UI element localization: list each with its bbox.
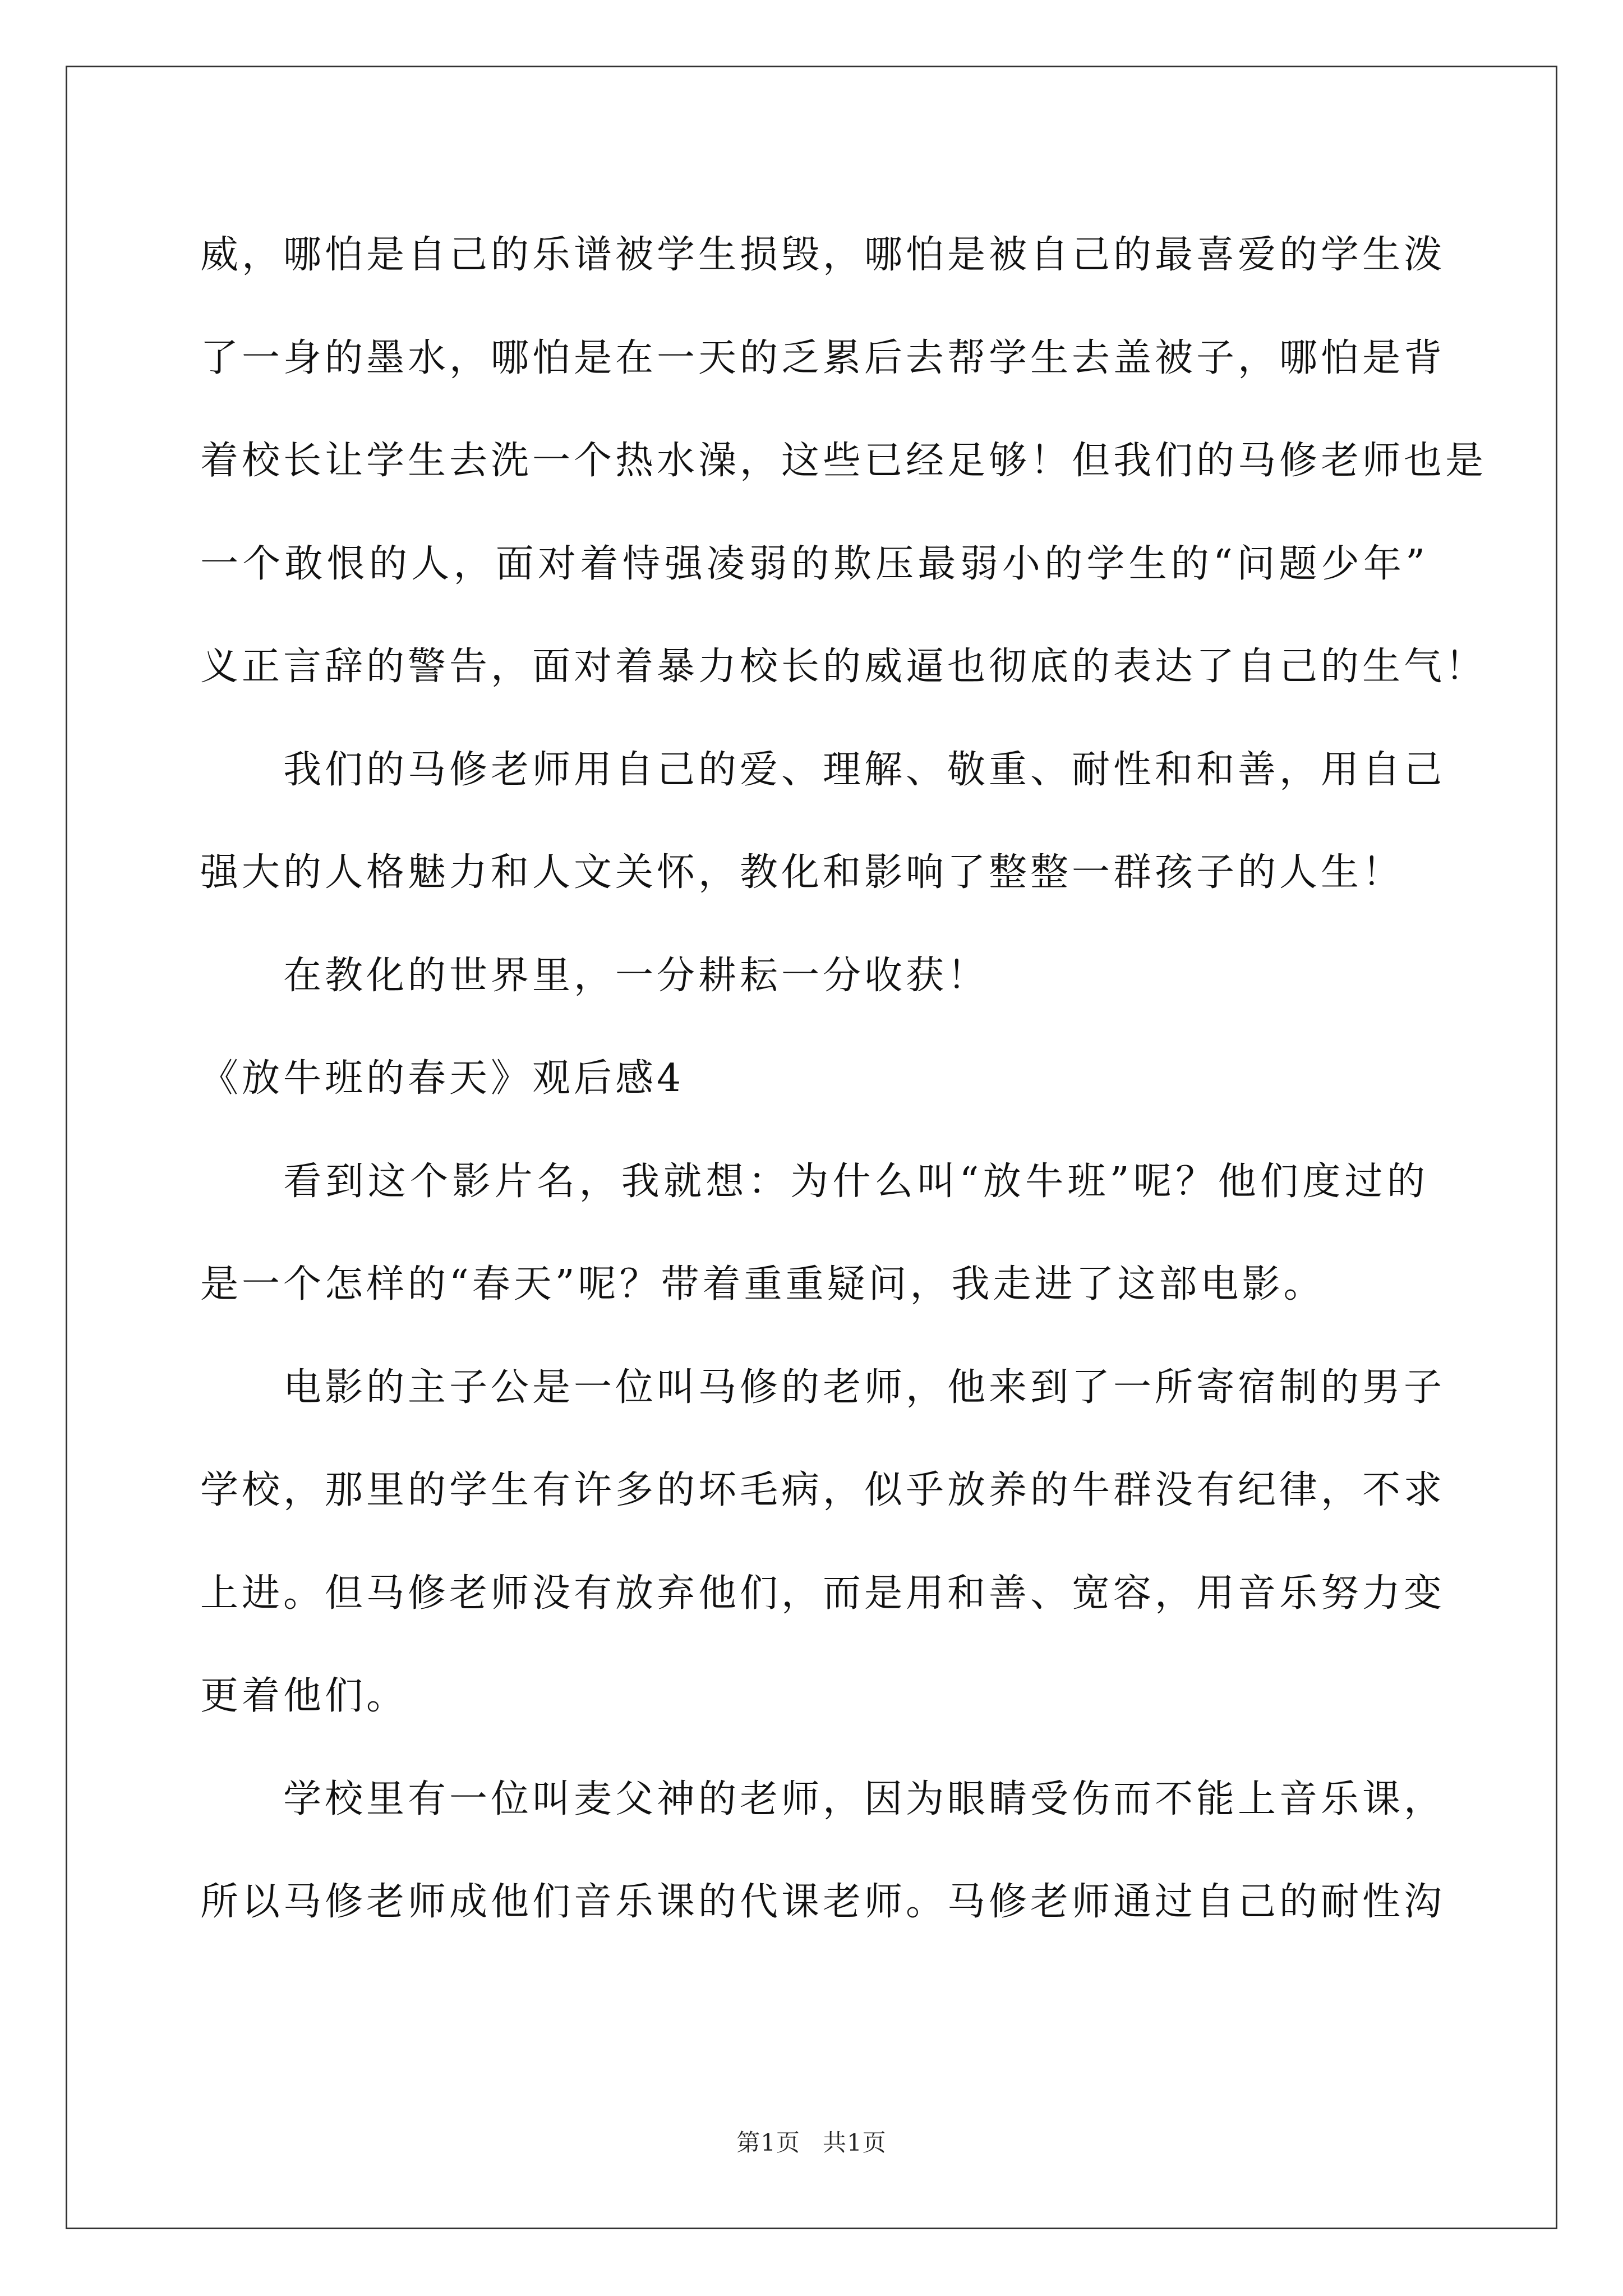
text-line: 一个敢恨的人，面对着恃强凌弱的欺压最弱小的学生的“问题少年” [200,541,1428,586]
paragraph-first-line: 看到这个影片名，我就想：为什么叫“放牛班”呢？他们度过的 [283,1159,1428,1204]
page-total: 共1页 [823,2129,887,2156]
text-line: 了一身的墨水，哪怕是在一天的乏累后去帮学生去盖被子，哪怕是背 [200,335,1446,380]
text-line: 更着他们。 [200,1674,408,1718]
paragraph-first-line: 我们的马修老师用自己的爱、理解、敬重、耐性和和善，用自己 [283,747,1446,792]
text-line: 所以马修老师成他们音乐课的代课老师。马修老师通过自己的耐性沟 [200,1880,1446,1924]
document-body [200,213,1487,1963]
paragraph-first-line: 电影的主子公是一位叫马修的老师，他来到了一所寄宿制的男子 [283,1365,1446,1410]
text-line: 着校长让学生去洗一个热水澡，这些已经足够！但我们的马修老师也是 [200,439,1487,483]
paragraph-first-line: 学校里有一位叫麦父神的老师，因为眼睛受伤而不能上音乐课， [283,1777,1446,1821]
page-number: 第1页 [736,2129,800,2156]
paragraph-first-line: 在教化的世界里，一分耕耘一分收获！ [283,953,989,998]
text-line: 义正言辞的警告，面对着暴力校长的威逼也彻底的表达了自己的生气！ [200,645,1487,689]
text-line: 是一个怎样的“春天”呢？带着重重疑问，我走进了这部电影。 [200,1262,1325,1306]
section-heading: 《放牛班的春天》观后感4 [200,1056,685,1101]
text-line: 学校，那里的学生有许多的坏毛病，似乎放养的牛群没有纪律，不求 [200,1468,1446,1512]
text-line: 威，哪怕是自己的乐谱被学生损毁，哪怕是被自己的最喜爱的学生泼 [200,233,1446,277]
text-line: 强大的人格魅力和人文关怀，教化和影响了整整一群孩子的人生！ [200,850,1404,895]
text-line: 上进。但马修老师没有放弃他们，而是用和善、宽容，用音乐努力变 [200,1571,1446,1616]
page-footer [0,2126,1623,2160]
